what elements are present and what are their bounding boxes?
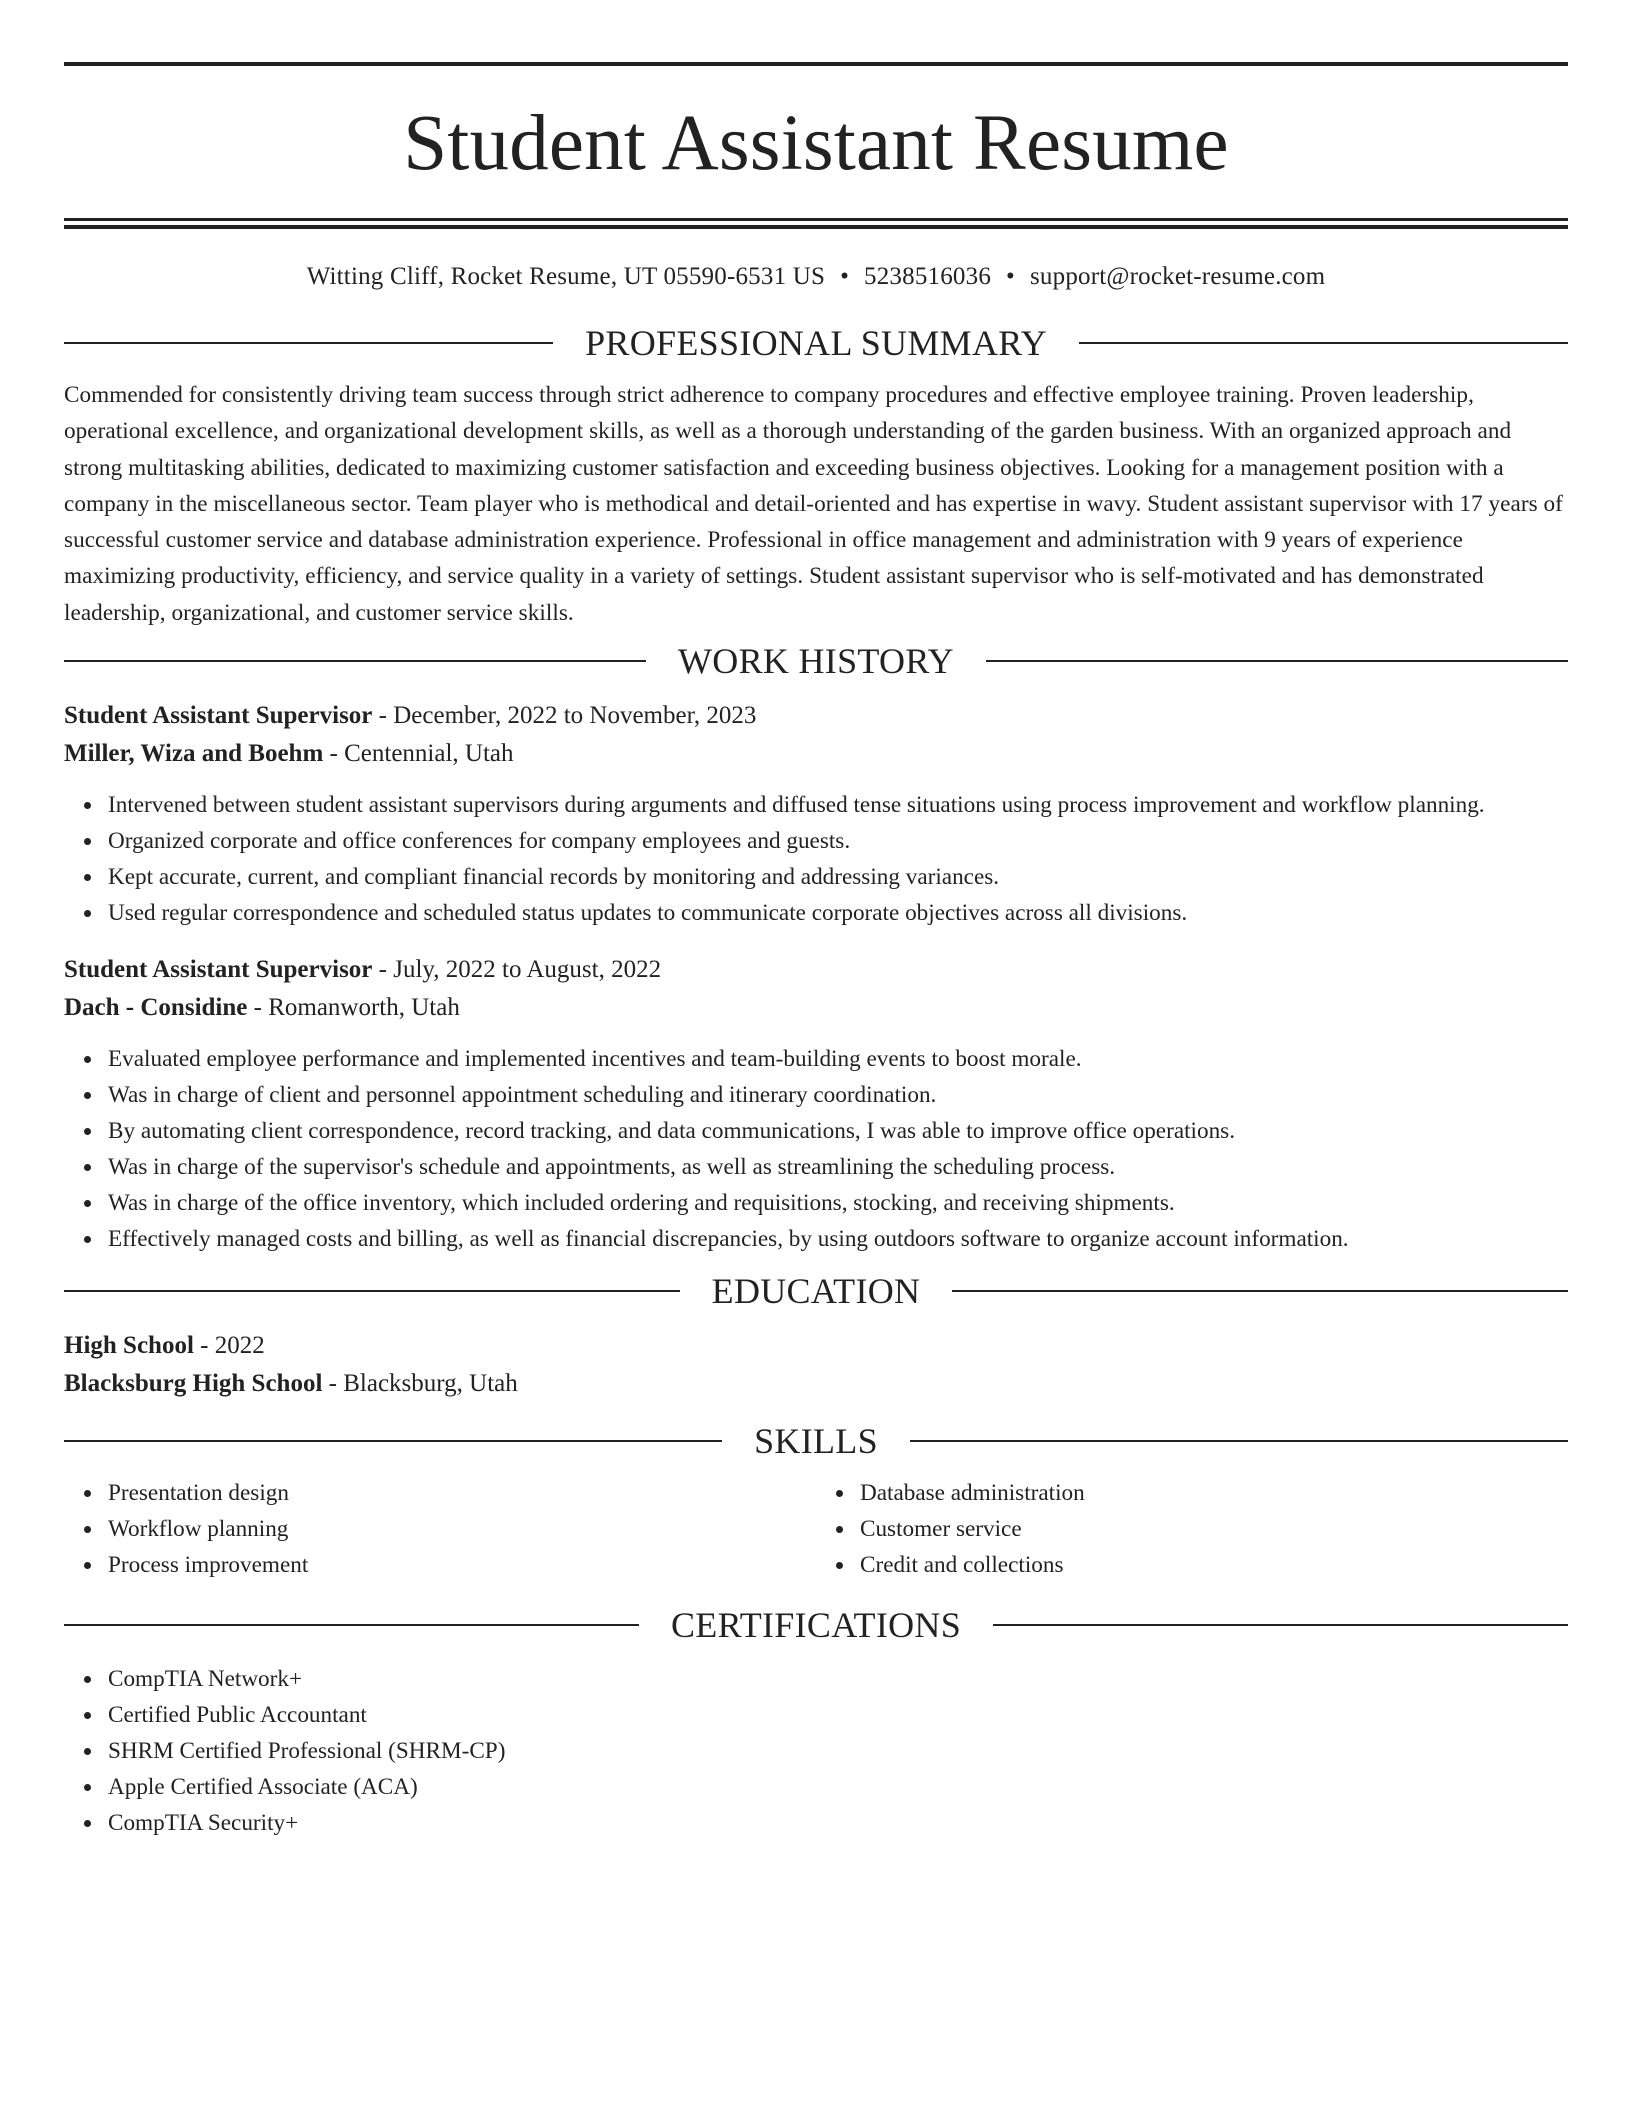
job-dates: December, 2022 to November, 2023 <box>393 702 757 730</box>
section-heading-education <box>64 1271 1568 1311</box>
heading-rule <box>64 1290 680 1292</box>
certification-item: SHRM Certified Professional (SHRM-CP) <box>108 1733 1568 1769</box>
summary-text: Commended for consistently driving team success through strict adherence to company procedures and effective employee training. Proven leadership, operational excellence, and organizational development skills, as well as a thorough understanding of the garden business. With an organized approach and strong multitasking abilities, dedicated to maximizing customer satisfaction and exceeding business objectives. Looking for a management position with a company in the miscellaneous sector. Team player who is methodical and detail-oriented and has expertise in wavy. Student assistant supervisor with 17 years of successful customer service and database administration experience. Professional in office management and administration with 9 years of experience maximizing productivity, efficiency, and service quality in a variety of settings. Student assistant supervisor who is self-motivated and has demonstrated leadership, organizational, and customer service skills. <box>64 382 1563 626</box>
job-title: Student Assistant Supervisor <box>64 702 373 730</box>
section-heading-certifications <box>64 1605 1568 1645</box>
dash: - <box>323 740 345 768</box>
certification-item: CompTIA Security+ <box>108 1805 1568 1841</box>
list-item: Evaluated employee performance and implemented incentives and team-building events to boost morale. <box>108 1041 1568 1077</box>
job-company: Dach - Considine <box>64 994 248 1022</box>
education-degree: High School <box>64 1332 194 1360</box>
certification-item: Certified Public Accountant <box>108 1697 1568 1733</box>
education-year: 2022 <box>214 1332 265 1360</box>
contact-separator: • <box>1006 263 1015 290</box>
job-dates: July, 2022 to August, 2022 <box>393 956 662 984</box>
list-item: Was in charge of the supervisor's schedule and appointments, as well as streamlining the scheduling process. <box>108 1149 1568 1185</box>
job-location: Romanworth, Utah <box>268 994 460 1022</box>
top-rule <box>64 62 1568 66</box>
list-item: By automating client correspondence, record tracking, and data communications, I was able to improve office operations. <box>108 1113 1568 1149</box>
job-location: Centennial, Utah <box>344 740 514 768</box>
skill-item: Database administration <box>860 1475 1568 1511</box>
heading-rule <box>993 1624 1568 1626</box>
education-degree-line <box>64 1327 1568 1365</box>
heading-rule <box>910 1440 1568 1442</box>
skill-item: Credit and collections <box>860 1547 1568 1583</box>
job-company-line <box>64 989 1568 1027</box>
list-item: Used regular correspondence and scheduled status updates to communicate corporate objectives across all divisions. <box>108 895 1568 931</box>
certification-item: Apple Certified Associate (ACA) <box>108 1769 1568 1805</box>
list-item: Intervened between student assistant supervisors during arguments and diffused tense situations using process improvement and workflow planning. <box>108 787 1568 823</box>
heading-rule <box>952 1290 1568 1292</box>
job-bullets <box>64 787 1568 931</box>
section-heading-work-history <box>64 641 1568 681</box>
list-item: Was in charge of the office inventory, which included ordering and requisitions, stocking, and receiving shipments. <box>108 1185 1568 1221</box>
heading-rule <box>64 1440 722 1442</box>
contact-separator: • <box>840 263 850 290</box>
job-company-line <box>64 735 1568 773</box>
contact-email[interactable]: support@rocket-resume.com <box>1029 263 1326 290</box>
dash: - <box>322 1370 344 1398</box>
heading-rule <box>64 660 646 662</box>
job-bullets <box>64 1041 1568 1257</box>
list-item: Kept accurate, current, and compliant financial records by monitoring and addressing variances. <box>108 859 1568 895</box>
list-item: Was in charge of client and personnel appointment scheduling and itinerary coordination. <box>108 1077 1568 1113</box>
job-company: Miller, Wiza and Boehm <box>64 740 324 768</box>
contact-phone: 5238516036 <box>864 263 992 290</box>
contact-line <box>64 261 1568 293</box>
list-item: Organized corporate and office conferences for company employees and guests. <box>108 823 1568 859</box>
skill-item: Customer service <box>860 1511 1568 1547</box>
dash: - <box>247 994 269 1022</box>
section-title: EDUCATION <box>711 1271 921 1312</box>
dash: - <box>372 956 394 984</box>
certifications-list <box>64 1661 1568 1841</box>
job-title-line <box>64 697 1568 735</box>
skill-item: Process improvement <box>108 1547 816 1583</box>
section-title: SKILLS <box>754 1421 878 1462</box>
heading-rule <box>64 342 553 344</box>
list-item: Effectively managed costs and billing, as well as financial discrepancies, by using outdoors software to organize account information. <box>108 1221 1568 1257</box>
education-location: Blacksburg, Utah <box>343 1370 518 1398</box>
section-title: CERTIFICATIONS <box>670 1605 962 1646</box>
section-heading-summary <box>64 323 1568 363</box>
education-school-line <box>64 1365 1568 1403</box>
section-title: PROFESSIONAL SUMMARY <box>585 323 1047 363</box>
section-title: WORK HISTORY <box>678 641 954 682</box>
skills-column-right <box>816 1475 1568 1583</box>
contact-address: Witting Cliff, Rocket Resume, UT 05590-6531 US <box>306 263 826 290</box>
skill-item: Presentation design <box>108 1475 816 1511</box>
skill-item: Workflow planning <box>108 1511 816 1547</box>
dash: - <box>372 702 394 730</box>
heading-rule <box>64 1624 639 1626</box>
dash: - <box>193 1332 215 1360</box>
title-double-rule <box>64 218 1568 229</box>
heading-rule <box>1079 342 1568 344</box>
section-heading-skills <box>64 1421 1568 1461</box>
job-entry <box>64 951 1568 1257</box>
heading-rule <box>986 660 1568 662</box>
certification-item: CompTIA Network+ <box>108 1661 1568 1697</box>
job-entry <box>64 697 1568 931</box>
skills-column-left <box>64 1475 816 1583</box>
skills-grid <box>64 1475 1568 1583</box>
job-title: Student Assistant Supervisor <box>64 956 373 984</box>
education-entry <box>64 1327 1568 1403</box>
education-school: Blacksburg High School <box>64 1370 323 1398</box>
job-title-line <box>64 951 1568 989</box>
resume-title: Student Assistant Resume <box>403 100 1229 187</box>
